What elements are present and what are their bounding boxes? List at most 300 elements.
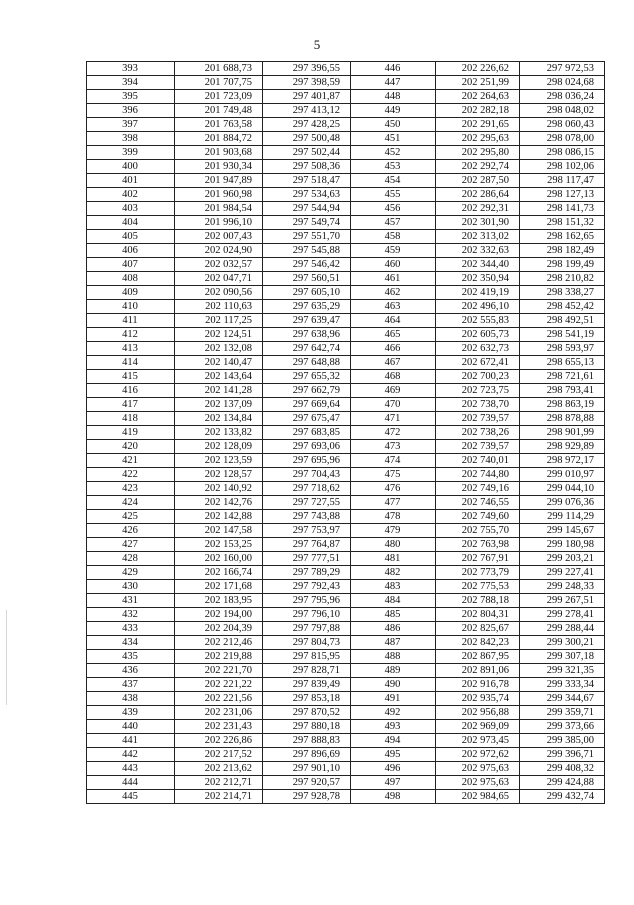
table-row [87, 496, 605, 510]
point-number-cell: 487 [351, 636, 436, 650]
x-coordinate-cell: 202 332,63 [436, 244, 520, 258]
point-number-cell: 402 [87, 188, 175, 202]
x-coordinate-cell: 202 975,63 [436, 762, 520, 776]
point-number-cell: 401 [87, 174, 175, 188]
point-number-cell: 495 [351, 748, 436, 762]
point-number-cell: 399 [87, 146, 175, 160]
point-number-cell: 407 [87, 258, 175, 272]
table-row [87, 412, 605, 426]
x-coordinate-cell: 202 738,26 [436, 426, 520, 440]
table-row [87, 538, 605, 552]
table-row [87, 552, 605, 566]
point-number-cell: 440 [87, 720, 175, 734]
x-coordinate-cell: 201 884,72 [175, 132, 263, 146]
point-number-cell: 415 [87, 370, 175, 384]
point-number-cell: 485 [351, 608, 436, 622]
x-coordinate-cell: 201 723,09 [175, 90, 263, 104]
point-number-cell: 443 [87, 762, 175, 776]
y-coordinate-cell: 297 792,43 [263, 580, 351, 594]
y-coordinate-cell: 297 655,32 [263, 370, 351, 384]
y-coordinate-cell: 298 127,13 [520, 188, 605, 202]
y-coordinate-cell: 297 413,12 [263, 104, 351, 118]
y-coordinate-cell: 297 804,73 [263, 636, 351, 650]
y-coordinate-cell: 298 162,65 [520, 230, 605, 244]
x-coordinate-cell: 202 166,74 [175, 566, 263, 580]
x-coordinate-cell: 201 763,58 [175, 118, 263, 132]
x-coordinate-cell: 202 891,06 [436, 664, 520, 678]
x-coordinate-cell: 202 605,73 [436, 328, 520, 342]
y-coordinate-cell: 298 721,61 [520, 370, 605, 384]
table-row [87, 440, 605, 454]
point-number-cell: 422 [87, 468, 175, 482]
x-coordinate-cell: 201 996,10 [175, 216, 263, 230]
table-row [87, 76, 605, 90]
table-row [87, 398, 605, 412]
table-row [87, 594, 605, 608]
point-number-cell: 404 [87, 216, 175, 230]
y-coordinate-cell: 297 560,51 [263, 272, 351, 286]
x-coordinate-cell: 202 755,70 [436, 524, 520, 538]
point-number-cell: 458 [351, 230, 436, 244]
y-coordinate-cell: 298 024,68 [520, 76, 605, 90]
x-coordinate-cell: 202 496,10 [436, 300, 520, 314]
y-coordinate-cell: 299 076,36 [520, 496, 605, 510]
point-number-cell: 494 [351, 734, 436, 748]
point-number-cell: 467 [351, 356, 436, 370]
y-coordinate-cell: 297 880,18 [263, 720, 351, 734]
x-coordinate-cell: 202 160,00 [175, 552, 263, 566]
x-coordinate-cell: 202 723,75 [436, 384, 520, 398]
y-coordinate-cell: 298 048,02 [520, 104, 605, 118]
y-coordinate-cell: 297 638,96 [263, 328, 351, 342]
point-number-cell: 431 [87, 594, 175, 608]
point-number-cell: 450 [351, 118, 436, 132]
y-coordinate-cell: 297 508,36 [263, 160, 351, 174]
y-coordinate-cell: 297 764,87 [263, 538, 351, 552]
x-coordinate-cell: 202 221,22 [175, 678, 263, 692]
point-number-cell: 420 [87, 440, 175, 454]
y-coordinate-cell: 299 227,41 [520, 566, 605, 580]
y-coordinate-cell: 298 117,47 [520, 174, 605, 188]
table-row [87, 230, 605, 244]
point-number-cell: 474 [351, 454, 436, 468]
x-coordinate-cell: 201 749,48 [175, 104, 263, 118]
y-coordinate-cell: 299 180,98 [520, 538, 605, 552]
point-number-cell: 411 [87, 314, 175, 328]
point-number-cell: 480 [351, 538, 436, 552]
x-coordinate-cell: 202 975,63 [436, 776, 520, 790]
point-number-cell: 406 [87, 244, 175, 258]
point-number-cell: 497 [351, 776, 436, 790]
y-coordinate-cell: 298 141,73 [520, 202, 605, 216]
x-coordinate-cell: 202 738,70 [436, 398, 520, 412]
y-coordinate-cell: 298 086,15 [520, 146, 605, 160]
x-coordinate-cell: 201 984,54 [175, 202, 263, 216]
point-number-cell: 427 [87, 538, 175, 552]
y-coordinate-cell: 298 655,13 [520, 356, 605, 370]
x-coordinate-cell: 201 947,89 [175, 174, 263, 188]
y-coordinate-cell: 299 307,18 [520, 650, 605, 664]
table-row [87, 286, 605, 300]
point-number-cell: 403 [87, 202, 175, 216]
y-coordinate-cell: 297 549,74 [263, 216, 351, 230]
x-coordinate-cell: 202 287,50 [436, 174, 520, 188]
y-coordinate-cell: 299 396,71 [520, 748, 605, 762]
point-number-cell: 456 [351, 202, 436, 216]
y-coordinate-cell: 297 396,55 [263, 62, 351, 76]
y-coordinate-cell: 299 278,41 [520, 608, 605, 622]
y-coordinate-cell: 299 248,33 [520, 580, 605, 594]
table-row [87, 188, 605, 202]
point-number-cell: 465 [351, 328, 436, 342]
point-number-cell: 453 [351, 160, 436, 174]
x-coordinate-cell: 202 746,55 [436, 496, 520, 510]
y-coordinate-cell: 297 551,70 [263, 230, 351, 244]
y-coordinate-cell: 297 777,51 [263, 552, 351, 566]
x-coordinate-cell: 202 313,02 [436, 230, 520, 244]
point-number-cell: 490 [351, 678, 436, 692]
x-coordinate-cell: 202 286,64 [436, 188, 520, 202]
x-coordinate-cell: 201 960,98 [175, 188, 263, 202]
point-number-cell: 469 [351, 384, 436, 398]
x-coordinate-cell: 202 231,43 [175, 720, 263, 734]
y-coordinate-cell: 298 036,24 [520, 90, 605, 104]
x-coordinate-cell: 202 775,53 [436, 580, 520, 594]
x-coordinate-cell: 202 226,62 [436, 62, 520, 76]
y-coordinate-cell: 298 151,32 [520, 216, 605, 230]
x-coordinate-cell: 202 221,56 [175, 692, 263, 706]
point-number-cell: 421 [87, 454, 175, 468]
x-coordinate-cell: 202 292,31 [436, 202, 520, 216]
point-number-cell: 426 [87, 524, 175, 538]
y-coordinate-cell: 297 635,29 [263, 300, 351, 314]
point-number-cell: 470 [351, 398, 436, 412]
table-row [87, 356, 605, 370]
table-row [87, 566, 605, 580]
x-coordinate-cell: 202 134,84 [175, 412, 263, 426]
point-number-cell: 393 [87, 62, 175, 76]
x-coordinate-cell: 202 749,16 [436, 482, 520, 496]
table-row [87, 118, 605, 132]
y-coordinate-cell: 298 199,49 [520, 258, 605, 272]
x-coordinate-cell: 202 128,57 [175, 468, 263, 482]
point-number-cell: 435 [87, 650, 175, 664]
x-coordinate-cell: 202 132,08 [175, 342, 263, 356]
x-coordinate-cell: 202 128,09 [175, 440, 263, 454]
point-number-cell: 412 [87, 328, 175, 342]
x-coordinate-cell: 202 867,95 [436, 650, 520, 664]
x-coordinate-cell: 202 700,23 [436, 370, 520, 384]
x-coordinate-cell: 202 344,40 [436, 258, 520, 272]
x-coordinate-cell: 202 973,45 [436, 734, 520, 748]
y-coordinate-cell: 299 333,34 [520, 678, 605, 692]
x-coordinate-cell: 202 137,09 [175, 398, 263, 412]
x-coordinate-cell: 202 935,74 [436, 692, 520, 706]
y-coordinate-cell: 297 815,95 [263, 650, 351, 664]
table-row [87, 314, 605, 328]
y-coordinate-cell: 298 338,27 [520, 286, 605, 300]
y-coordinate-cell: 297 518,47 [263, 174, 351, 188]
point-number-cell: 414 [87, 356, 175, 370]
x-coordinate-cell: 202 212,46 [175, 636, 263, 650]
table-row [87, 734, 605, 748]
table-row [87, 650, 605, 664]
x-coordinate-cell: 202 956,88 [436, 706, 520, 720]
y-coordinate-cell: 299 385,00 [520, 734, 605, 748]
x-coordinate-cell: 202 301,90 [436, 216, 520, 230]
table-row [87, 748, 605, 762]
point-number-cell: 429 [87, 566, 175, 580]
x-coordinate-cell: 202 217,52 [175, 748, 263, 762]
x-coordinate-cell: 202 214,71 [175, 790, 263, 804]
table-row [87, 90, 605, 104]
y-coordinate-cell: 298 492,51 [520, 314, 605, 328]
x-coordinate-cell: 202 204,39 [175, 622, 263, 636]
x-coordinate-cell: 202 032,57 [175, 258, 263, 272]
table-row [87, 622, 605, 636]
point-number-cell: 430 [87, 580, 175, 594]
x-coordinate-cell: 202 124,51 [175, 328, 263, 342]
table-row [87, 328, 605, 342]
x-coordinate-cell: 202 804,31 [436, 608, 520, 622]
point-number-cell: 425 [87, 510, 175, 524]
y-coordinate-cell: 297 398,59 [263, 76, 351, 90]
table-row [87, 370, 605, 384]
table-row [87, 608, 605, 622]
point-number-cell: 460 [351, 258, 436, 272]
y-coordinate-cell: 299 408,32 [520, 762, 605, 776]
table-row [87, 174, 605, 188]
point-number-cell: 464 [351, 314, 436, 328]
x-coordinate-cell: 202 047,71 [175, 272, 263, 286]
y-coordinate-cell: 299 288,44 [520, 622, 605, 636]
table-row [87, 258, 605, 272]
y-coordinate-cell: 297 789,29 [263, 566, 351, 580]
table-row [87, 482, 605, 496]
scan-edge-mark [6, 610, 7, 705]
x-coordinate-cell: 202 123,59 [175, 454, 263, 468]
x-coordinate-cell: 202 142,88 [175, 510, 263, 524]
point-number-cell: 423 [87, 482, 175, 496]
y-coordinate-cell: 297 502,44 [263, 146, 351, 160]
point-number-cell: 498 [351, 790, 436, 804]
table-row [87, 468, 605, 482]
point-number-cell: 408 [87, 272, 175, 286]
table-row [87, 62, 605, 76]
y-coordinate-cell: 298 793,41 [520, 384, 605, 398]
x-coordinate-cell: 202 972,62 [436, 748, 520, 762]
x-coordinate-cell: 202 147,58 [175, 524, 263, 538]
y-coordinate-cell: 297 704,43 [263, 468, 351, 482]
x-coordinate-cell: 202 142,76 [175, 496, 263, 510]
x-coordinate-cell: 202 219,88 [175, 650, 263, 664]
table-body [87, 62, 605, 804]
point-number-cell: 491 [351, 692, 436, 706]
x-coordinate-cell: 202 251,99 [436, 76, 520, 90]
table-row [87, 300, 605, 314]
y-coordinate-cell: 298 182,49 [520, 244, 605, 258]
point-number-cell: 466 [351, 342, 436, 356]
y-coordinate-cell: 299 010,97 [520, 468, 605, 482]
table-row [87, 426, 605, 440]
x-coordinate-cell: 202 825,67 [436, 622, 520, 636]
y-coordinate-cell: 299 114,29 [520, 510, 605, 524]
x-coordinate-cell: 202 171,68 [175, 580, 263, 594]
point-number-cell: 476 [351, 482, 436, 496]
y-coordinate-cell: 299 044,10 [520, 482, 605, 496]
point-number-cell: 424 [87, 496, 175, 510]
table-row [87, 692, 605, 706]
x-coordinate-cell: 202 767,91 [436, 552, 520, 566]
point-number-cell: 418 [87, 412, 175, 426]
point-number-cell: 448 [351, 90, 436, 104]
x-coordinate-cell: 202 842,23 [436, 636, 520, 650]
x-coordinate-cell: 202 221,70 [175, 664, 263, 678]
point-number-cell: 451 [351, 132, 436, 146]
y-coordinate-cell: 297 753,97 [263, 524, 351, 538]
point-number-cell: 447 [351, 76, 436, 90]
table-row [87, 104, 605, 118]
table-row [87, 146, 605, 160]
table-row [87, 216, 605, 230]
point-number-cell: 439 [87, 706, 175, 720]
x-coordinate-cell: 202 295,63 [436, 132, 520, 146]
y-coordinate-cell: 299 300,21 [520, 636, 605, 650]
point-number-cell: 462 [351, 286, 436, 300]
y-coordinate-cell: 297 546,42 [263, 258, 351, 272]
table-row [87, 776, 605, 790]
y-coordinate-cell: 297 605,10 [263, 286, 351, 300]
x-coordinate-cell: 202 916,78 [436, 678, 520, 692]
x-coordinate-cell: 202 133,82 [175, 426, 263, 440]
y-coordinate-cell: 297 839,49 [263, 678, 351, 692]
y-coordinate-cell: 297 693,06 [263, 440, 351, 454]
page-number: 5 [313, 37, 321, 52]
y-coordinate-cell: 297 828,71 [263, 664, 351, 678]
x-coordinate-cell: 202 140,92 [175, 482, 263, 496]
x-coordinate-cell: 202 110,63 [175, 300, 263, 314]
point-number-cell: 477 [351, 496, 436, 510]
y-coordinate-cell: 298 541,19 [520, 328, 605, 342]
point-number-cell: 400 [87, 160, 175, 174]
y-coordinate-cell: 297 683,85 [263, 426, 351, 440]
x-coordinate-cell: 202 024,90 [175, 244, 263, 258]
x-coordinate-cell: 202 117,25 [175, 314, 263, 328]
point-number-cell: 397 [87, 118, 175, 132]
point-number-cell: 489 [351, 664, 436, 678]
point-number-cell: 454 [351, 174, 436, 188]
table-row [87, 160, 605, 174]
x-coordinate-cell: 202 763,98 [436, 538, 520, 552]
table-row [87, 706, 605, 720]
point-number-cell: 482 [351, 566, 436, 580]
y-coordinate-cell: 298 060,43 [520, 118, 605, 132]
table-row [87, 454, 605, 468]
point-number-cell: 449 [351, 104, 436, 118]
point-number-cell: 417 [87, 398, 175, 412]
table-row [87, 272, 605, 286]
x-coordinate-cell: 202 749,60 [436, 510, 520, 524]
y-coordinate-cell: 299 321,35 [520, 664, 605, 678]
x-coordinate-cell: 202 555,83 [436, 314, 520, 328]
y-coordinate-cell: 297 896,69 [263, 748, 351, 762]
y-coordinate-cell: 299 267,51 [520, 594, 605, 608]
point-number-cell: 434 [87, 636, 175, 650]
x-coordinate-cell: 202 739,57 [436, 440, 520, 454]
table-row [87, 636, 605, 650]
y-coordinate-cell: 297 797,88 [263, 622, 351, 636]
table-row [87, 132, 605, 146]
y-coordinate-cell: 298 878,88 [520, 412, 605, 426]
table-row [87, 510, 605, 524]
y-coordinate-cell: 297 534,63 [263, 188, 351, 202]
x-coordinate-cell: 202 632,73 [436, 342, 520, 356]
point-number-cell: 395 [87, 90, 175, 104]
x-coordinate-cell: 202 740,01 [436, 454, 520, 468]
point-number-cell: 394 [87, 76, 175, 90]
point-number-cell: 445 [87, 790, 175, 804]
y-coordinate-cell: 297 888,83 [263, 734, 351, 748]
y-coordinate-cell: 298 593,97 [520, 342, 605, 356]
table-row [87, 664, 605, 678]
y-coordinate-cell: 299 145,67 [520, 524, 605, 538]
point-number-cell: 486 [351, 622, 436, 636]
x-coordinate-cell: 202 153,25 [175, 538, 263, 552]
point-number-cell: 473 [351, 440, 436, 454]
point-number-cell: 484 [351, 594, 436, 608]
point-number-cell: 483 [351, 580, 436, 594]
y-coordinate-cell: 297 695,96 [263, 454, 351, 468]
y-coordinate-cell: 298 972,17 [520, 454, 605, 468]
y-coordinate-cell: 297 642,74 [263, 342, 351, 356]
table-row [87, 790, 605, 804]
point-number-cell: 481 [351, 552, 436, 566]
point-number-cell: 463 [351, 300, 436, 314]
y-coordinate-cell: 297 428,25 [263, 118, 351, 132]
x-coordinate-cell: 202 212,71 [175, 776, 263, 790]
point-number-cell: 479 [351, 524, 436, 538]
y-coordinate-cell: 297 920,57 [263, 776, 351, 790]
table-row [87, 384, 605, 398]
x-coordinate-cell: 201 688,73 [175, 62, 263, 76]
y-coordinate-cell: 299 203,21 [520, 552, 605, 566]
point-number-cell: 410 [87, 300, 175, 314]
y-coordinate-cell: 298 929,89 [520, 440, 605, 454]
point-number-cell: 436 [87, 664, 175, 678]
y-coordinate-cell: 298 102,06 [520, 160, 605, 174]
point-number-cell: 496 [351, 762, 436, 776]
y-coordinate-cell: 299 344,67 [520, 692, 605, 706]
x-coordinate-cell: 202 264,63 [436, 90, 520, 104]
y-coordinate-cell: 297 500,48 [263, 132, 351, 146]
table-row [87, 524, 605, 538]
x-coordinate-cell: 202 295,80 [436, 146, 520, 160]
y-coordinate-cell: 297 727,55 [263, 496, 351, 510]
point-number-cell: 433 [87, 622, 175, 636]
y-coordinate-cell: 297 743,88 [263, 510, 351, 524]
y-coordinate-cell: 297 796,10 [263, 608, 351, 622]
x-coordinate-cell: 202 739,57 [436, 412, 520, 426]
point-number-cell: 475 [351, 468, 436, 482]
y-coordinate-cell: 298 863,19 [520, 398, 605, 412]
y-coordinate-cell: 297 853,18 [263, 692, 351, 706]
x-coordinate-cell: 202 194,00 [175, 608, 263, 622]
y-coordinate-cell: 297 870,52 [263, 706, 351, 720]
x-coordinate-cell: 202 141,28 [175, 384, 263, 398]
table-row [87, 244, 605, 258]
point-number-cell: 446 [351, 62, 436, 76]
x-coordinate-cell: 202 183,95 [175, 594, 263, 608]
